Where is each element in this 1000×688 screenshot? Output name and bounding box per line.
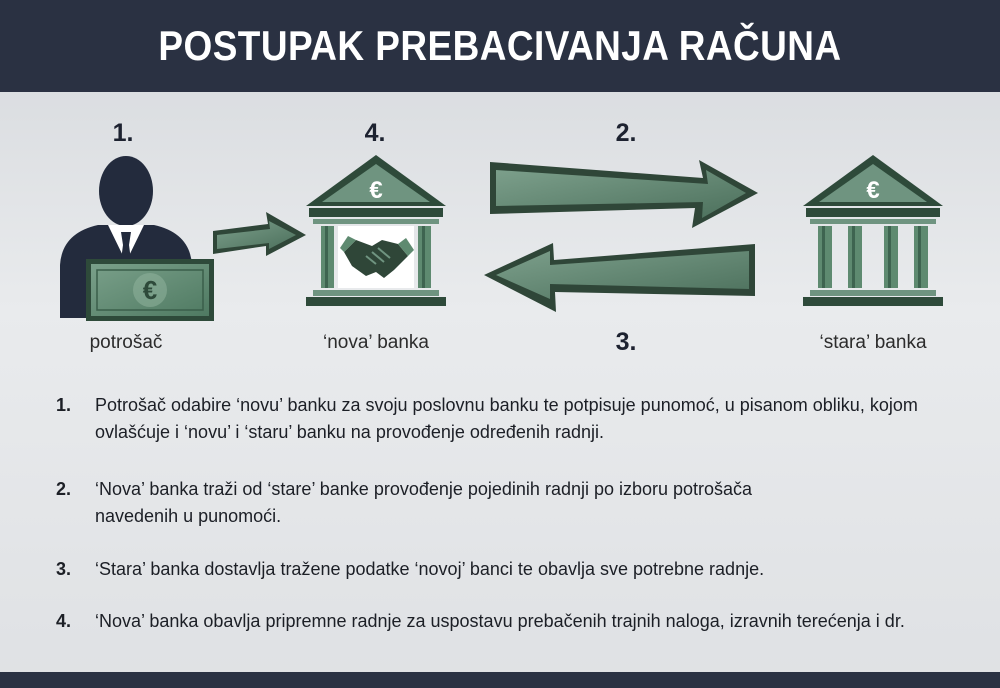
banknote-icon [86, 259, 214, 321]
footer-bar [0, 672, 1000, 688]
step-number-2: 2. [615, 119, 637, 147]
step-item-1-number: 1. [56, 395, 72, 415]
step-item-1-line2: ovlašćuje i ‘novu’ i ‘staru’ banku na provođenje određenih radnji. [95, 422, 604, 442]
euro-symbol-new-bank: € [369, 177, 383, 204]
caption-old-bank: ‘stara’ banka [819, 332, 927, 353]
step-item-3-line1: ‘Stara’ banka dostavlja tražene podatke ‘novoj’ banci te obavlja sve potrebne radnje. [95, 559, 765, 579]
arrow-new-to-old-bank [490, 160, 758, 228]
new-bank-icon [306, 155, 446, 306]
page-title: POSTUPAK PREBACIVANJA RAČUNA [158, 22, 842, 69]
step-item-4-line1: ‘Nova’ banka obavlja pripremne radnje za uspostavu prebačenih trajnih naloga, izravnih terećenja i dr. [95, 611, 905, 631]
euro-symbol-old-bank: € [866, 177, 880, 204]
old-bank-icon [803, 155, 943, 306]
arrow-old-to-new-bank [484, 243, 755, 312]
arrow-consumer-to-new-bank [213, 212, 306, 256]
step-number-3: 3. [615, 328, 637, 356]
step-item-3-number: 3. [56, 559, 72, 579]
step-item-2-number: 2. [56, 479, 72, 499]
euro-symbol-consumer: € [142, 275, 158, 305]
step-number-1: 1. [112, 119, 134, 147]
step-number-4: 4. [364, 119, 386, 147]
caption-new-bank: ‘nova’ banka [323, 332, 429, 353]
step-item-2-line2: navedenih u punomoći. [95, 506, 282, 526]
caption-consumer: potrošač [89, 332, 163, 353]
step-item-2-line1: ‘Nova’ banka traži od ‘stare’ banke provođenje pojedinih radnji po izboru potrošača [95, 479, 753, 499]
consumer-icon [60, 156, 214, 321]
step-item-4-number: 4. [56, 611, 72, 631]
step-item-1-line1: Potrošač odabire ‘novu’ banku za svoju poslovnu banku te potpisuje punomoć, u pisanom obliku, kojom [95, 395, 918, 415]
